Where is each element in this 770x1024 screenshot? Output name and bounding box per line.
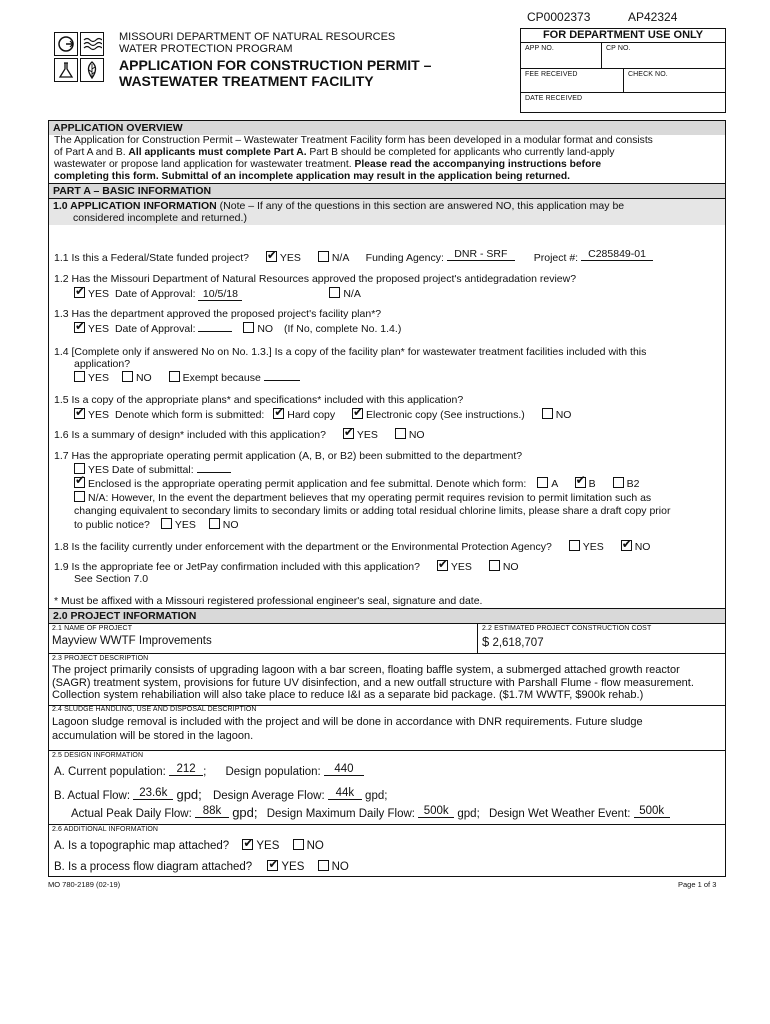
- question-1-4: 1.4 [Complete only if answered No on No. 1.3.] Is a copy of the facility plan* for wastewater treatment facilities included with this application? YES NO Exempt because: [54, 346, 647, 384]
- question-1-7: 1.7 Has the appropriate operating permit application (A, B, or B2) been submitted to the department? YES Date of submittal: ✔Enclosed is the appropriate operating permit application and fee submittal. Denote which form: A ✔ B B2 N/A: However, In the event the department believes that my operating permit requires revision to permit limitation such as changing equivalent to secondary limits to secondary limits or adding total residual chlorine limits, please share a draft copy prior to public notice? YES NO: [54, 450, 726, 532]
- q1-1-yes-checkbox[interactable]: [266, 251, 277, 262]
- project-name-label: 2.1 NAME OF PROJECT: [52, 625, 133, 632]
- q1-7-na-checkbox[interactable]: [74, 491, 85, 502]
- q1-3-no-checkbox[interactable]: [243, 322, 254, 333]
- overview-line4: completing this form. Submittal of an incomplete application may result in the application being returned.: [54, 171, 571, 182]
- q1-3-yes-checkbox[interactable]: [74, 322, 85, 333]
- design-info-label: 2.5 DESIGN INFORMATION: [52, 752, 144, 759]
- additional-info-box: [49, 824, 725, 876]
- cp-no-label: CP NO.: [606, 45, 631, 52]
- q1-9-no-checkbox[interactable]: [489, 560, 500, 571]
- sludge-text[interactable]: Lagoon sludge removal is included with the project and will be done in accordance with DNR requirements. Future sludge accumulation will be stored in the lagoon.: [52, 716, 643, 742]
- additional-info-label: 2.6 ADDITIONAL INFORMATION: [52, 826, 159, 833]
- q1-4-no-checkbox[interactable]: [122, 371, 133, 382]
- tracking-id-right: AP42324: [628, 10, 678, 24]
- funding-agency-field[interactable]: DNR - SRF: [447, 248, 515, 261]
- form-title-line2: WASTEWATER TREATMENT FACILITY: [119, 73, 374, 89]
- submittal-date-field[interactable]: [197, 472, 231, 473]
- project-description-box: [49, 653, 725, 705]
- section-2-heading: 2.0 PROJECT INFORMATION: [49, 608, 725, 623]
- project-name-value[interactable]: Mayview WWTF Improvements: [52, 635, 212, 647]
- electronic-copy-checkbox[interactable]: [352, 408, 363, 419]
- project-number-field[interactable]: C285849-01: [581, 248, 653, 261]
- sludge-box: [49, 705, 725, 750]
- population-row: A. Current population: 212 ; Design population: 440: [49, 760, 725, 779]
- page-number: Page 1 of 3: [678, 880, 717, 889]
- q1-8-no-checkbox[interactable]: [621, 540, 632, 551]
- design-average-flow-field[interactable]: 44k: [328, 787, 362, 800]
- question-1-3: 1.3 Has the department approved the proposed project's facility plan*? ✔YES Date of Approval: NO (If No, complete No. 1.4.): [54, 308, 726, 335]
- q1-4-exempt-checkbox[interactable]: [169, 371, 180, 382]
- topo-yes-checkbox[interactable]: [242, 839, 253, 850]
- project-name-cost-row: [49, 623, 725, 653]
- q1-6-yes-checkbox[interactable]: [343, 428, 354, 439]
- design-population-field[interactable]: 440: [324, 763, 364, 776]
- antideg-approval-date[interactable]: 10/5/18: [198, 288, 242, 301]
- design-info-box: [49, 750, 725, 824]
- q1-9-yes-checkbox[interactable]: [437, 560, 448, 571]
- q1-5-yes-checkbox[interactable]: [74, 408, 85, 419]
- q1-7-enclosed-checkbox[interactable]: [74, 477, 85, 488]
- flow-row-1: B. Actual Flow: 23.6k gpd; Design Average Flow: 44k gpd;: [54, 787, 388, 802]
- question-1-8: 1.8 Is the facility currently under enforcement with the department or the Environmental Protection Agency? YES ✔ NO: [54, 540, 726, 553]
- q1-2-yes-checkbox[interactable]: [74, 287, 85, 298]
- overview-text: [49, 135, 725, 183]
- design-maximum-flow-field[interactable]: 500k: [418, 805, 454, 818]
- sludge-label: 2.4 SLUDGE HANDLING, USE AND DISPOSAL DESCRIPTION: [52, 706, 257, 713]
- water-waves-icon: [80, 32, 104, 56]
- form-b-checkbox[interactable]: [575, 477, 586, 488]
- draft-copy-yes-checkbox[interactable]: [161, 518, 172, 529]
- form-b2-checkbox[interactable]: [613, 477, 624, 488]
- q1-4-yes-checkbox[interactable]: [74, 371, 85, 382]
- program-name: WATER PROTECTION PROGRAM: [119, 43, 293, 55]
- process-yes-checkbox[interactable]: [267, 860, 278, 871]
- overview-line2: of Part A and B. All applicants must complete Part A. Part B should be completed for applicants who currently land-apply: [54, 147, 615, 158]
- draft-copy-no-checkbox[interactable]: [209, 518, 220, 529]
- section-1-heading: 1.0 APPLICATION INFORMATION (Note – If any of the questions in this section are answered NO, this application may be considered incomplete and returned.): [49, 198, 725, 225]
- actual-flow-field[interactable]: 23.6k: [133, 787, 173, 800]
- question-1-6: 1.6 Is a summary of design* included with this application? ✔ YES NO: [54, 428, 726, 441]
- gear-icon: [54, 32, 78, 56]
- form-title-line1: APPLICATION FOR CONSTRUCTION PERMIT –: [119, 57, 432, 73]
- q1-8-yes-checkbox[interactable]: [569, 540, 580, 551]
- cost-label: 2.2 ESTIMATED PROJECT CONSTRUCTION COST: [482, 625, 652, 632]
- question-1-2: 1.2 Has the Missouri Department of Natural Resources approved the proposed project's antidegradation review? ✔YES Date of Approval: 10/5/18 N/A: [54, 273, 726, 301]
- agency-name: MISSOURI DEPARTMENT OF NATURAL RESOURCES: [119, 31, 396, 43]
- overview-heading: APPLICATION OVERVIEW: [49, 121, 725, 135]
- department-use-heading: FOR DEPARTMENT USE ONLY: [521, 29, 725, 43]
- date-received-label: DATE RECEIVED: [525, 95, 583, 102]
- tracking-id-left: CP0002373: [527, 10, 591, 24]
- q1-1-na-checkbox[interactable]: [318, 251, 329, 262]
- department-use-box: [520, 28, 726, 113]
- question-1-5: 1.5 Is a copy of the appropriate plans* and specifications* included with this application? ✔YES Denote which form is submitted: ✔ Hard copy ✔ Electronic copy (See instructions.) NO: [54, 394, 726, 421]
- process-no-checkbox[interactable]: [318, 860, 329, 871]
- app-no-label: APP NO.: [525, 45, 554, 52]
- overview-section: [49, 121, 725, 225]
- process-flow-row: B. Is a process flow diagram attached? ✔ YES NO: [49, 852, 725, 873]
- topo-no-checkbox[interactable]: [293, 839, 304, 850]
- current-population-field[interactable]: 212: [169, 763, 203, 776]
- overview-line3: wastewater or propose land application for wastewater treatment. Please read the accompanying instructions before: [54, 159, 602, 170]
- footnote: * Must be affixed with a Missouri registered professional engineer's seal, signature and date.: [54, 595, 483, 607]
- wet-weather-event-field[interactable]: 500k: [634, 805, 670, 818]
- question-1-1: 1.1 Is this a Federal/State funded project? ✔ YES N/A Funding Agency: DNR - SRF Project #: C285849-01: [54, 251, 726, 265]
- q1-5-no-checkbox[interactable]: [542, 408, 553, 419]
- question-1-9: 1.9 Is the appropriate fee or JetPay confirmation included with this application? ✔ YES NO See Section 7.0: [54, 560, 726, 585]
- exempt-reason-field[interactable]: [264, 380, 300, 381]
- hard-copy-checkbox[interactable]: [273, 408, 284, 419]
- project-description-label: 2.3 PROJECT DESCRIPTION: [52, 655, 149, 662]
- form-a-checkbox[interactable]: [537, 477, 548, 488]
- q1-2-na-checkbox[interactable]: [329, 287, 340, 298]
- facility-plan-approval-date[interactable]: [198, 331, 232, 332]
- project-description-text[interactable]: The project primarily consists of upgrading lagoon with a bar screen, floating baffle system, a submerged attached growth reactor (SAGR) treatment system, provisions for future UV disinfection, and a new outfall structure with Parshall Flume - flow measurement. Collection system rehabiliation will also take place to reduce I&I as a separate bid package. ($1.7M WWTF, $900k rehab.): [52, 664, 694, 701]
- overview-line1: The Application for Construction Permit – Wastewater Treatment Facility form has been developed in a modular format and consists: [54, 135, 653, 146]
- fee-received-label: FEE RECEIVED: [525, 71, 578, 78]
- flow-row-2: Actual Peak Daily Flow: 88k gpd; Design Maximum Daily Flow: 500k gpd; Design Wet Weather Event: 500k: [49, 803, 725, 821]
- peak-daily-flow-field[interactable]: 88k: [195, 805, 229, 818]
- cost-value-field[interactable]: $ 2,618,707: [482, 634, 544, 649]
- check-no-label: CHECK NO.: [628, 71, 668, 78]
- q1-6-no-checkbox[interactable]: [395, 428, 406, 439]
- form-number: MO 780-2189 (02-19): [48, 880, 121, 889]
- lab-flask-icon: [54, 58, 78, 82]
- topo-map-row: A. Is a topographic map attached? ✔ YES NO: [49, 834, 725, 852]
- leaf-icon: [80, 58, 104, 82]
- part-a-heading: PART A – BASIC INFORMATION: [49, 183, 725, 198]
